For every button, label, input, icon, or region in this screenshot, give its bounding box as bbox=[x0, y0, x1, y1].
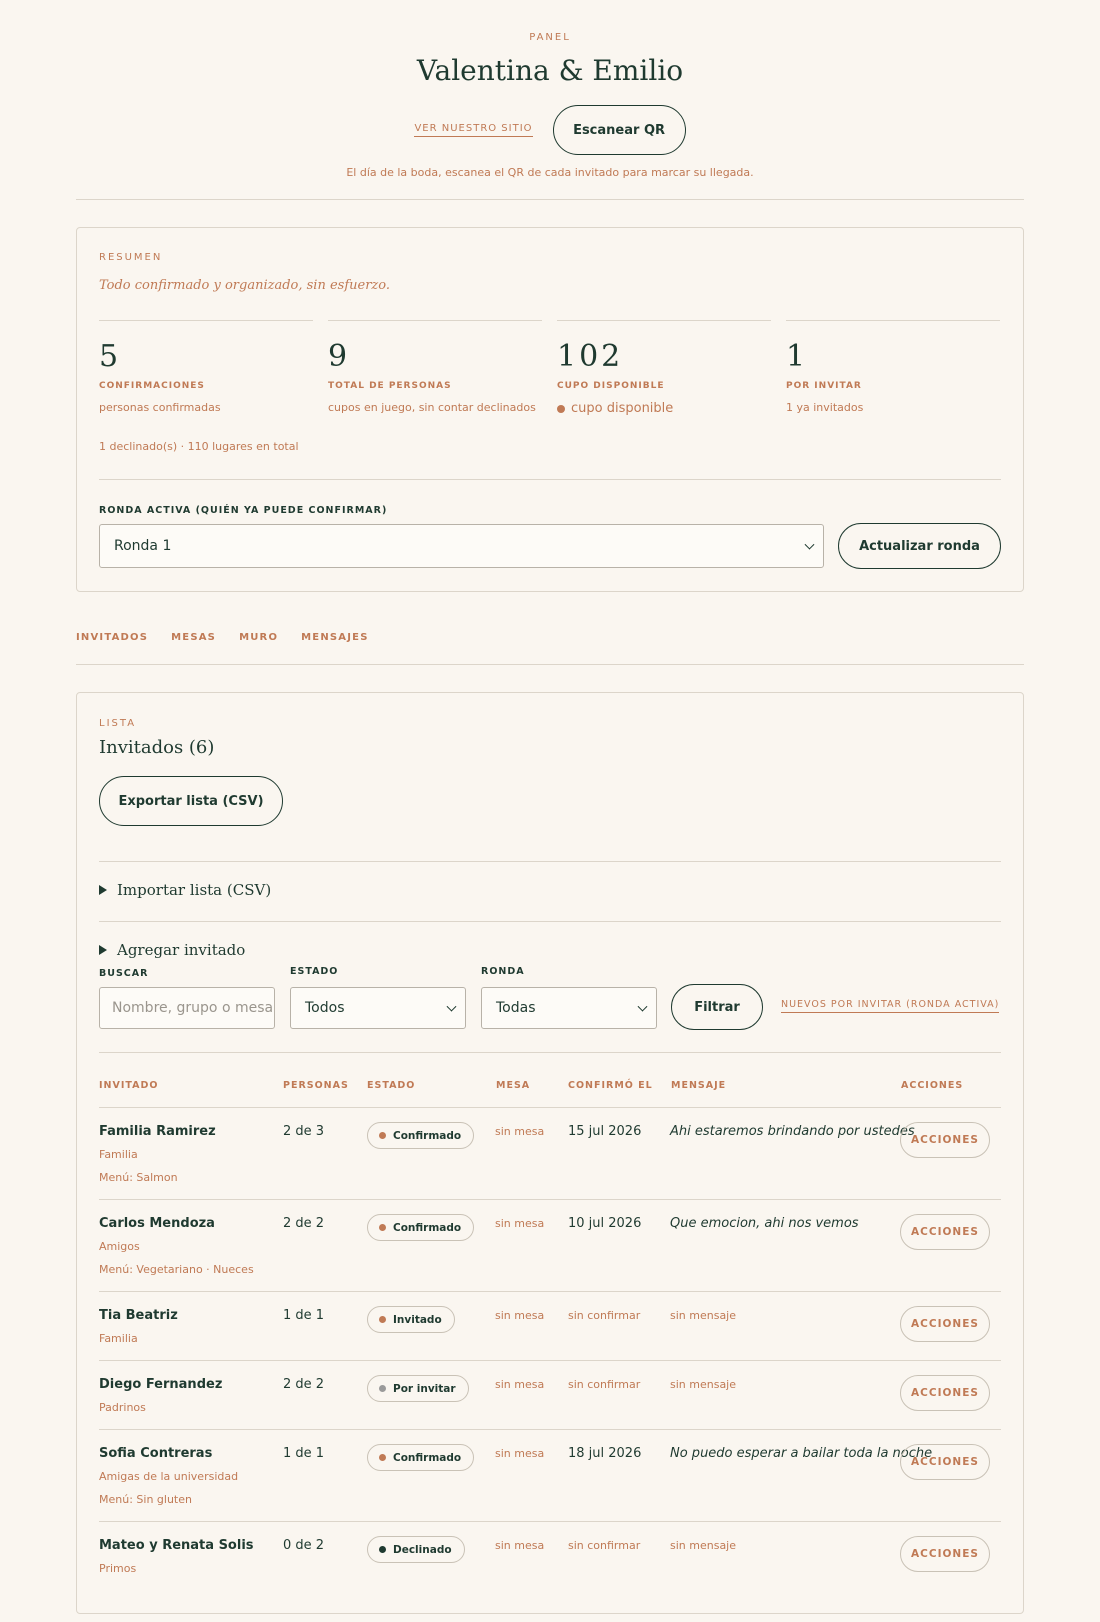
stat-label: CONFIRMACIONES bbox=[99, 381, 205, 391]
status-select-value: Todos bbox=[305, 1000, 345, 1016]
guest-menu: Menú: Salmon bbox=[99, 1171, 178, 1184]
header-note: El día de la boda, escanea el QR de cada invitado para marcar su llegada. bbox=[346, 166, 754, 179]
scan-qr-button[interactable]: Escanear QR bbox=[553, 105, 686, 155]
col-header-actions: ACCIONES bbox=[901, 1080, 964, 1091]
status-badge-label: Confirmado bbox=[393, 1129, 462, 1142]
guest-message: Que emocion, ahi nos vemos bbox=[670, 1216, 859, 1231]
stat-label: TOTAL DE PERSONAS bbox=[328, 381, 452, 391]
guest-confirmed-date: 10 jul 2026 bbox=[568, 1216, 642, 1231]
actions-button[interactable]: ACCIONES bbox=[900, 1122, 990, 1158]
list-title: Invitados (6) bbox=[99, 737, 215, 758]
guest-table: sin mesa bbox=[495, 1217, 545, 1230]
chevron-down-icon bbox=[805, 540, 815, 550]
guest-table: sin mesa bbox=[495, 1378, 545, 1391]
guest-group: Familia bbox=[99, 1148, 138, 1161]
stat-confirmations bbox=[99, 320, 313, 414]
tab-muro[interactable]: MURO bbox=[239, 632, 279, 643]
col-header-table: MESA bbox=[496, 1080, 531, 1091]
status-badge-label: Por invitar bbox=[393, 1382, 456, 1395]
stat-sub: cupos en juego, sin contar declinados bbox=[328, 401, 536, 414]
add-guest-label: Agregar invitado bbox=[117, 941, 246, 959]
col-header-confirmed: CONFIRMÓ EL bbox=[568, 1080, 653, 1091]
stat-value: 9 bbox=[328, 339, 348, 374]
guest-table: sin mesa bbox=[495, 1125, 545, 1138]
guest-name: Carlos Mendoza bbox=[99, 1216, 215, 1231]
tab-mesas[interactable]: MESAS bbox=[171, 632, 217, 643]
filter-button[interactable]: Filtrar bbox=[671, 984, 763, 1030]
status-dot-icon bbox=[557, 405, 565, 413]
guest-message: sin mensaje bbox=[670, 1309, 737, 1322]
chevron-down-icon bbox=[638, 1002, 648, 1012]
table-row bbox=[99, 1360, 1001, 1429]
guest-menu: Menú: Vegetariano · Nueces bbox=[99, 1263, 254, 1276]
filters-divider bbox=[99, 1052, 1001, 1053]
tab-invitados[interactable]: INVITADOS bbox=[76, 632, 149, 643]
actions-button[interactable]: ACCIONES bbox=[900, 1444, 990, 1480]
table-row bbox=[99, 1521, 1001, 1590]
guest-confirmed-date: sin confirmar bbox=[568, 1539, 641, 1552]
guest-name: Mateo y Renata Solis bbox=[99, 1538, 254, 1553]
guest-message: Ahi estaremos brindando por ustedes bbox=[670, 1124, 915, 1139]
list-divider bbox=[99, 861, 1001, 862]
triangle-right-icon bbox=[99, 945, 107, 955]
guest-confirmed-date: 18 jul 2026 bbox=[568, 1446, 642, 1461]
stat-value: 1 bbox=[786, 339, 806, 374]
search-input[interactable]: Nombre, grupo o mesa bbox=[99, 987, 275, 1029]
guest-group: Familia bbox=[99, 1332, 138, 1345]
status-badge bbox=[367, 1536, 465, 1563]
summary-divider bbox=[99, 479, 1001, 480]
col-header-status: ESTADO bbox=[367, 1080, 416, 1091]
tabs-divider bbox=[76, 664, 1024, 665]
import-csv-label: Importar lista (CSV) bbox=[117, 881, 272, 899]
status-badge bbox=[367, 1306, 455, 1333]
stat-available bbox=[557, 320, 771, 416]
table-row bbox=[99, 1107, 1001, 1199]
guest-confirmed-date: 15 jul 2026 bbox=[568, 1124, 642, 1139]
search-label: BUSCAR bbox=[99, 968, 149, 979]
table-row bbox=[99, 1291, 1001, 1360]
actions-button[interactable]: ACCIONES bbox=[900, 1536, 990, 1572]
status-dot-icon bbox=[379, 1385, 386, 1392]
guest-group: Amigos bbox=[99, 1240, 140, 1253]
stat-label: POR INVITAR bbox=[786, 381, 862, 391]
summary-footnote: 1 declinado(s) · 110 lugares en total bbox=[99, 440, 299, 453]
status-dot-icon bbox=[379, 1546, 386, 1553]
active-round-value: Ronda 1 bbox=[114, 538, 172, 554]
status-select[interactable] bbox=[290, 987, 466, 1029]
summary-subtitle: Todo confirmado y organizado, sin esfuerzo. bbox=[99, 278, 390, 293]
status-badge-label: Declinado bbox=[393, 1543, 452, 1556]
guest-message: sin mensaje bbox=[670, 1539, 737, 1552]
col-header-guest: INVITADO bbox=[99, 1080, 159, 1091]
status-dot-icon bbox=[379, 1316, 386, 1323]
header-eyebrow: PANEL bbox=[529, 32, 571, 43]
list-divider bbox=[99, 921, 1001, 922]
guest-message: No puedo esperar a bailar toda la noche bbox=[670, 1446, 933, 1461]
guest-name: Tia Beatriz bbox=[99, 1308, 178, 1323]
guest-people: 1 de 1 bbox=[283, 1446, 325, 1461]
update-round-button[interactable]: Actualizar ronda bbox=[838, 523, 1001, 569]
table-row bbox=[99, 1199, 1001, 1291]
actions-button[interactable]: ACCIONES bbox=[900, 1375, 990, 1411]
guest-people: 2 de 2 bbox=[283, 1216, 325, 1231]
tab-mensajes[interactable]: MENSAJES bbox=[301, 632, 369, 643]
stat-value: 5 bbox=[99, 339, 119, 374]
round-select[interactable] bbox=[481, 987, 657, 1029]
stat-label: CUPO DISPONIBLE bbox=[557, 381, 665, 391]
status-label: ESTADO bbox=[290, 966, 339, 977]
actions-button[interactable]: ACCIONES bbox=[900, 1306, 990, 1342]
guest-people: 2 de 3 bbox=[283, 1124, 325, 1139]
status-badge-label: Confirmado bbox=[393, 1451, 462, 1464]
guest-table: sin mesa bbox=[495, 1447, 545, 1460]
export-csv-button[interactable]: Exportar lista (CSV) bbox=[99, 776, 283, 826]
stat-sub-text: cupo disponible bbox=[571, 401, 674, 416]
guest-people: 1 de 1 bbox=[283, 1308, 325, 1323]
summary-eyebrow: RESUMEN bbox=[99, 252, 163, 263]
status-badge bbox=[367, 1375, 469, 1402]
guest-group: Amigas de la universidad bbox=[99, 1470, 239, 1483]
view-site-link[interactable]: VER NUESTRO SITIO bbox=[414, 123, 532, 137]
col-header-message: MENSAJE bbox=[671, 1080, 727, 1091]
triangle-right-icon bbox=[99, 885, 107, 895]
section-tabs bbox=[76, 632, 369, 643]
guest-name: Familia Ramirez bbox=[99, 1124, 216, 1139]
header-actions bbox=[0, 105, 1100, 155]
new-to-invite-link[interactable]: NUEVOS POR INVITAR (RONDA ACTIVA) bbox=[781, 999, 999, 1013]
round-filter-label: RONDA bbox=[481, 966, 525, 977]
status-badge-label: Invitado bbox=[393, 1313, 442, 1326]
guest-confirmed-date: sin confirmar bbox=[568, 1309, 641, 1322]
status-badge bbox=[367, 1214, 474, 1241]
stat-to-invite bbox=[786, 320, 1000, 414]
status-dot-icon bbox=[379, 1454, 386, 1461]
stat-sub: personas confirmadas bbox=[99, 401, 221, 414]
col-header-people: PERSONAS bbox=[283, 1080, 349, 1091]
table-row bbox=[99, 1429, 1001, 1521]
status-badge bbox=[367, 1444, 474, 1471]
status-dot-icon bbox=[379, 1224, 386, 1231]
guest-confirmed-date: sin confirmar bbox=[568, 1378, 641, 1391]
guest-table: sin mesa bbox=[495, 1309, 545, 1322]
guest-name: Sofia Contreras bbox=[99, 1446, 213, 1461]
round-label: RONDA ACTIVA (QUIÉN YA PUEDE CONFIRMAR) bbox=[99, 505, 388, 516]
stat-sub: 1 ya invitados bbox=[786, 401, 864, 414]
import-csv-toggle[interactable] bbox=[99, 881, 271, 899]
active-round-select[interactable] bbox=[99, 524, 824, 568]
status-dot-icon bbox=[379, 1132, 386, 1139]
guest-people: 2 de 2 bbox=[283, 1377, 325, 1392]
add-guest-toggle[interactable] bbox=[99, 941, 245, 959]
chevron-down-icon bbox=[447, 1002, 457, 1012]
guest-message: sin mensaje bbox=[670, 1378, 737, 1391]
guest-table: sin mesa bbox=[495, 1539, 545, 1552]
stat-sub bbox=[557, 401, 673, 416]
guest-people: 0 de 2 bbox=[283, 1538, 325, 1553]
stat-value: 102 bbox=[557, 339, 624, 374]
round-select-value: Todas bbox=[496, 1000, 536, 1016]
status-badge-label: Confirmado bbox=[393, 1221, 462, 1234]
guest-group: Padrinos bbox=[99, 1401, 146, 1414]
stat-total-people bbox=[328, 320, 542, 414]
actions-button[interactable]: ACCIONES bbox=[900, 1214, 990, 1250]
guest-group: Primos bbox=[99, 1562, 137, 1575]
page-title: Valentina & Emilio bbox=[416, 54, 684, 87]
guest-name: Diego Fernandez bbox=[99, 1377, 223, 1392]
status-badge bbox=[367, 1122, 474, 1149]
header-divider bbox=[76, 199, 1024, 200]
list-eyebrow: LISTA bbox=[99, 718, 137, 729]
guest-menu: Menú: Sin gluten bbox=[99, 1493, 192, 1506]
